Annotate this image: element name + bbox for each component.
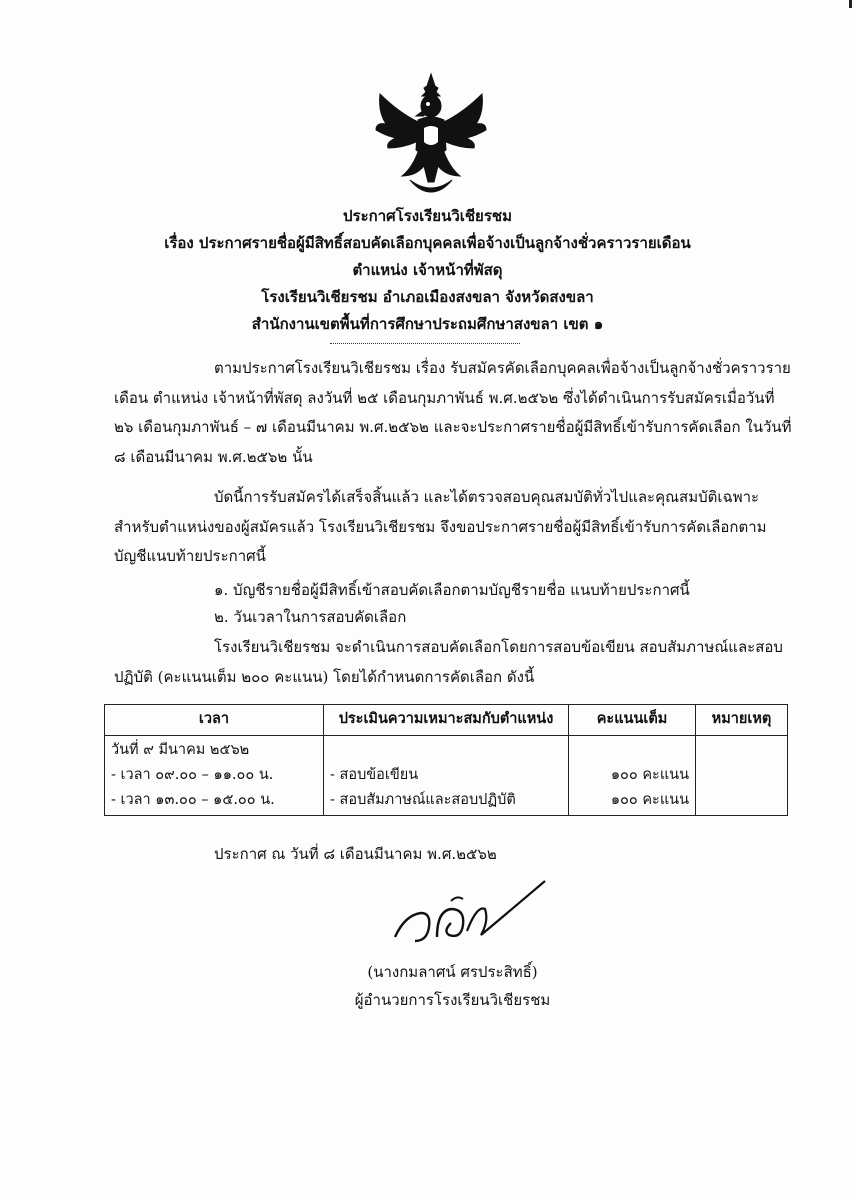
cell-time (105, 736, 324, 816)
document-header (0, 203, 855, 338)
column-header-remark: หมายเหตุ (696, 705, 788, 736)
paragraph-announcement (114, 483, 794, 572)
paragraph-reference-text: ตามประกาศโรงเรียนวิเชียรชม เรื่อง รับสมัครคัดเลือกบุคคลเพื่อจ้างเป็นลูกจ้างชั่วคราวรายเดือน ตำแหน่ง เจ้าหน้าที่พัสดุ ลงวันที่ ๒๕ เดือนกุมภาพันธ์ พ.ศ.๒๕๖๒ ซึ่งได้ดำเนินการรับสมัครเมื่อวันที่ ๒๖ เดือนกุมภาพันธ์ – ๗ เดือนมีนาคม พ.ศ.๒๕๖๒ และจะประกาศรายชื่อผู้มีสิทธิ์เข้ารับการคัดเลือก ในวันที่ ๘ เดือนมีนาคม พ.ศ.๒๕๖๒ นั้น (114, 359, 792, 466)
signature-icon (385, 875, 555, 955)
column-header-assessment: ประเมินความเหมาะสมกับตำแหน่ง (324, 705, 569, 736)
header-title: ประกาศโรงเรียนวิเชียรชม (343, 207, 512, 225)
assessment-interview: - สอบสัมภาษณ์และสอบปฏิบัติ (330, 792, 516, 808)
time-slot-2: - เวลา ๑๓.๐๐ – ๑๕.๐๐ น. (111, 792, 275, 808)
cell-assessment (324, 736, 569, 816)
announce-date: ประกาศ ณ วันที่ ๘ เดือนมีนาคม พ.ศ.๒๕๖๒ (214, 845, 497, 863)
garuda-emblem-icon (372, 72, 490, 198)
header-office: สำนักงานเขตพื้นที่การศึกษาประถมศึกษาสงขลา เขต ๑ (251, 315, 604, 333)
table-row (105, 736, 788, 816)
list-item: ๒. วันเวลาในการสอบคัดเลือก (214, 608, 407, 626)
time-slot-1: - เวลา ๐๙.๐๐ – ๑๑.๐๐ น. (111, 767, 274, 783)
exam-date: วันที่ ๙ มีนาคม ๒๕๖๒ (111, 742, 250, 758)
paragraph-reference (114, 354, 794, 472)
table-header-row (105, 705, 788, 736)
cell-score (569, 736, 696, 816)
column-header-score: คะแนนเต็ม (569, 705, 696, 736)
signer-name: (นางกมลาศน์ ศรประสิทธิ์) (367, 963, 538, 981)
exam-schedule-table (104, 704, 788, 816)
header-school: โรงเรียนวิเชียรชม อำเภอเมืองสงขลา จังหวัดสงขลา (261, 288, 594, 306)
signer-block (330, 958, 575, 1014)
header-divider (330, 343, 520, 344)
column-header-time: เวลา (105, 705, 324, 736)
paragraph-exam-text: โรงเรียนวิเชียรชม จะดำเนินการสอบคัดเลือกโดยการสอบข้อเขียน สอบสัมภาษณ์และสอบปฏิบัติ (คะแนนเต็ม ๒๐๐ คะแนน) โดยได้กำหนดการคัดเลือก ดังนี้ (114, 638, 783, 686)
paragraph-announcement-text: บัดนี้การรับสมัครได้เสร็จสิ้นแล้ว และได้ตรวจสอบคุณสมบัติทั่วไปและคุณสมบัติเฉพาะสำหรับตำแหน่งของผู้สมัครแล้ว โรงเรียนวิเชียรชม จึงขอประกาศรายชื่อผู้มีสิทธิ์เข้ารับการคัดเลือกตามบัญชีแนบท้ายประกาศนี้ (114, 488, 767, 565)
header-position: ตำแหน่ง เจ้าหน้าที่พัสดุ (352, 261, 503, 279)
score-interview: ๑๐๐ คะแนน (610, 792, 689, 808)
header-subject: เรื่อง ประกาศรายชื่อผู้มีสิทธิ์สอบคัดเลือกบุคคลเพื่อจ้างเป็นลูกจ้างชั่วคราวรายเดือน (164, 234, 691, 252)
cell-remark (696, 736, 788, 816)
paragraph-exam (114, 633, 794, 692)
score-written: ๑๐๐ คะแนน (610, 767, 689, 783)
scan-edge-mark (849, 0, 852, 8)
signer-title: ผู้อำนวยการโรงเรียนวิเชียรชม (354, 991, 551, 1009)
assessment-written: - สอบข้อเขียน (330, 767, 419, 783)
list-item: ๑. บัญชีรายชื่อผู้มีสิทธิ์เข้าสอบคัดเลือกตามบัญชีรายชื่อ แนบท้ายประกาศนี้ (214, 581, 690, 599)
